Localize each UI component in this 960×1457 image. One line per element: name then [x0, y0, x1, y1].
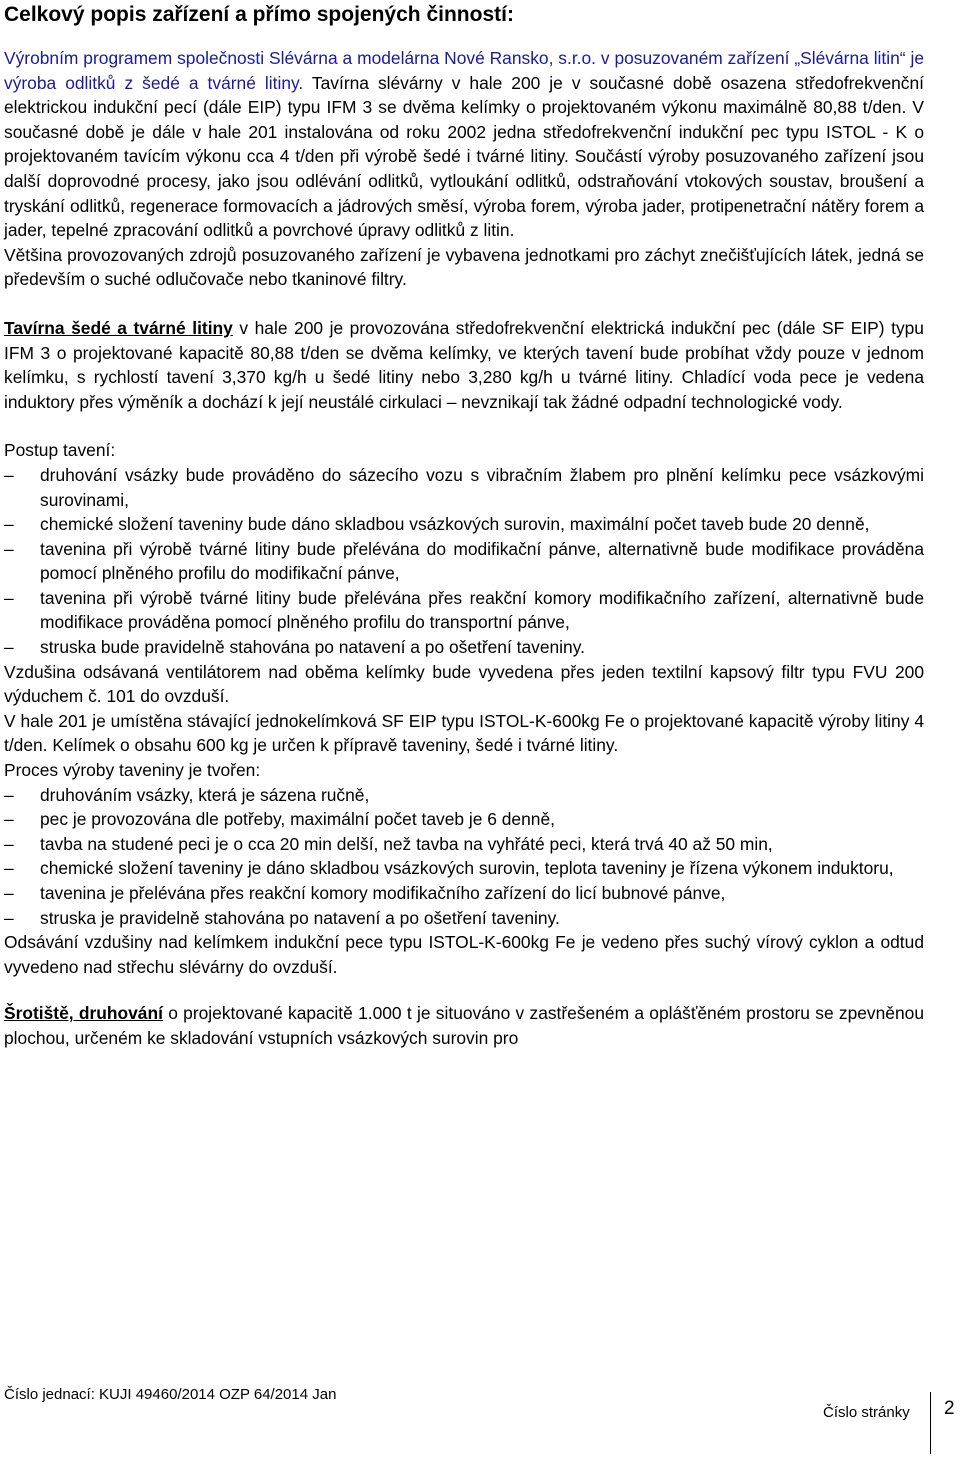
dash-bullet: – — [4, 464, 14, 485]
srotiste-title: Šrotiště, druhování — [4, 1003, 163, 1024]
list-item: – struska je pravidelně stahována po natavení a po ošetření taveniny. — [4, 906, 924, 931]
dash-bullet: – — [4, 907, 14, 928]
paragraph-tavirna — [4, 316, 924, 414]
dash-bullet: – — [4, 637, 14, 658]
paragraph-odsavani: Odsávání vzdušiny nad kelímkem indukční pece typu ISTOL-K-600kg Fe je vedeno přes suchý vírový cyklon a odtud vyvedeno nad střechu slévárny do ovzduší. — [4, 932, 924, 977]
footer-divider — [930, 1392, 931, 1454]
paragraph-vzdusina: Vzdušina odsávaná ventilátorem nad oběma kelímky bude vyvedena přes jeden textilní kapsový filtr typu FVU 200 výduchem č. 101 do ovzduší. — [4, 661, 924, 707]
footer-reference: Číslo jednací: KUJI 49460/2014 OZP 64/2014 Jan — [4, 1386, 337, 1403]
page-number: 2 — [944, 1398, 955, 1419]
page-footer — [4, 1384, 959, 1454]
paragraph-filters: Většina provozovaných zdrojů posuzovaného zařízení je vybavena jednotkami pro záchyt znečišťujících látek, jedná se především o suché odlučovače nebo tkaninové filtry. — [4, 244, 924, 290]
intro-text: Tavírna slévárny v hale 200 je v současné době osazena středofrekvenční elektrickou indukční pecí (dále EIP) typu IFM 3 se dvěma kelímky o projektovaném výkonu maximálně 80,88 t/den. V současné době je dále v hale 201 instalována od roku 2002 jedna středofrekvenční indukční pec typu ISTOL - K o projektovaném tavícím výkonu cca 4 t/den při výrobě šedé i tvárné litiny. Součástí výroby posuzovaného zařízení jsou další doprovodné procesy, jako jsou odlévání odlitků, vytloukání odlitků, odstraňování vtokových soustav, broušení a tryskání odlitků, regenerace formovacích a jádrových směsí, výroba forem, výroba jader, protipenetrační nátěry forem a jader, tepelné zpracování odlitků a povrchové úpravy odlitků z litin. — [4, 72, 924, 241]
dash-bullet: – — [4, 514, 14, 535]
postup-title: Postup tavení: — [4, 440, 116, 461]
proces-title: Proces výroby taveniny je tvořen: — [4, 760, 261, 781]
list-item: – tavenina při výrobě tvárné litiny bude přelévána do modifikační pánve, alternativně bude modifikace prováděna pomocí plněného profilu do modifikační pánve, — [4, 538, 924, 584]
dash-bullet: – — [4, 809, 14, 830]
dash-bullet: – — [4, 833, 14, 854]
tavirna-title: Tavírna šedé a tvárné litiny — [4, 317, 233, 338]
page-heading: Celkový popis zařízení a přímo spojených činností: — [4, 3, 514, 26]
paragraph-intro — [4, 46, 924, 243]
srotiste-text: o projektované kapacitě 1.000 t je situováno v zastřešeném a oplášťěném prostoru se zpevněnou plochou, určeném ke skladování vstupních vsázkových surovin pro — [4, 1003, 924, 1048]
dash-bullet: – — [4, 858, 14, 879]
proces-list — [4, 783, 924, 931]
dash-bullet: – — [4, 784, 14, 805]
dash-bullet: – — [4, 538, 14, 559]
footer-page-label: Číslo stránky — [823, 1404, 910, 1421]
document-body — [4, 46, 924, 1051]
list-item: – druhováním vsázky, která je sázena ručně, — [4, 783, 924, 808]
list-item: – chemické složení taveniny je dáno skladbou vsázkových surovin, teplota taveniny je řízena výkonem induktoru, — [4, 856, 924, 881]
intro-link[interactable]: Výrobním programem společnosti Slévárna a modelárna Nové Ransko, s.r.o. v posuzovaném zařízení „Slévárna litin“ je výroba odlitků z šedé a tvárné litiny. — [4, 48, 924, 93]
list-item: – chemické složení taveniny bude dáno skladbou vsázkových surovin, maximální počet taveb bude 20 denně, — [4, 512, 924, 537]
tavirna-text: v hale 200 je provozována středofrekvenční elektrická indukční pec (dále SF EIP) typu IFM 3 o projektované kapacitě 80,88 t/den se dvěma kelímky, ve kterých tavení bude probíhat vždy pouze v jednom kelímku, s rychlostí tavení 3,370 kg/h u šedé litiny nebo 3,280 kg/h u tvárné litiny. Chladící voda pece je vedena induktory přes výměník a dochází k její neustálé cirkulaci – nevznikají tak žádné odpadní technologické vody. — [4, 317, 924, 412]
paragraph-srotiste — [4, 1001, 924, 1050]
list-item: – tavenina je přelévána přes reakční komory modifikačního zařízení do licí bubnové pánve, — [4, 881, 924, 906]
list-item: – struska bude pravidelně stahována po natavení a po ošetření taveniny. — [4, 635, 924, 660]
list-item: – druhování vsázky bude prováděno do sázecího vozu s vibračním žlabem pro plnění kelímku pece vsázkovými surovinami, — [4, 464, 924, 510]
postup-list — [4, 463, 924, 660]
dash-bullet: – — [4, 883, 14, 903]
list-item: – pec je provozována dle potřeby, maximální počet taveb je 6 denně, — [4, 807, 924, 832]
dash-bullet: – — [4, 587, 14, 608]
paragraph-hala-201: V hale 201 je umístěna stávající jednokelímková SF EIP typu ISTOL-K-600kg Fe o projektované kapacitě výroby litiny 4 t/den. Kelímek o obsahu 600 kg je určen k přípravě taveniny, šedé i tvárné litiny. — [4, 710, 924, 756]
list-item: – tavenina při výrobě tvárné litiny bude přelévána přes reakční komory modifikačního zařízení, alternativně bude modifikace prováděna pomocí plněného profilu do transportní pánve, — [4, 587, 924, 633]
list-item: – tavba na studené peci je o cca 20 min delší, než tavba na vyhřáté peci, která trvá 40 až 50 min, — [4, 832, 924, 857]
